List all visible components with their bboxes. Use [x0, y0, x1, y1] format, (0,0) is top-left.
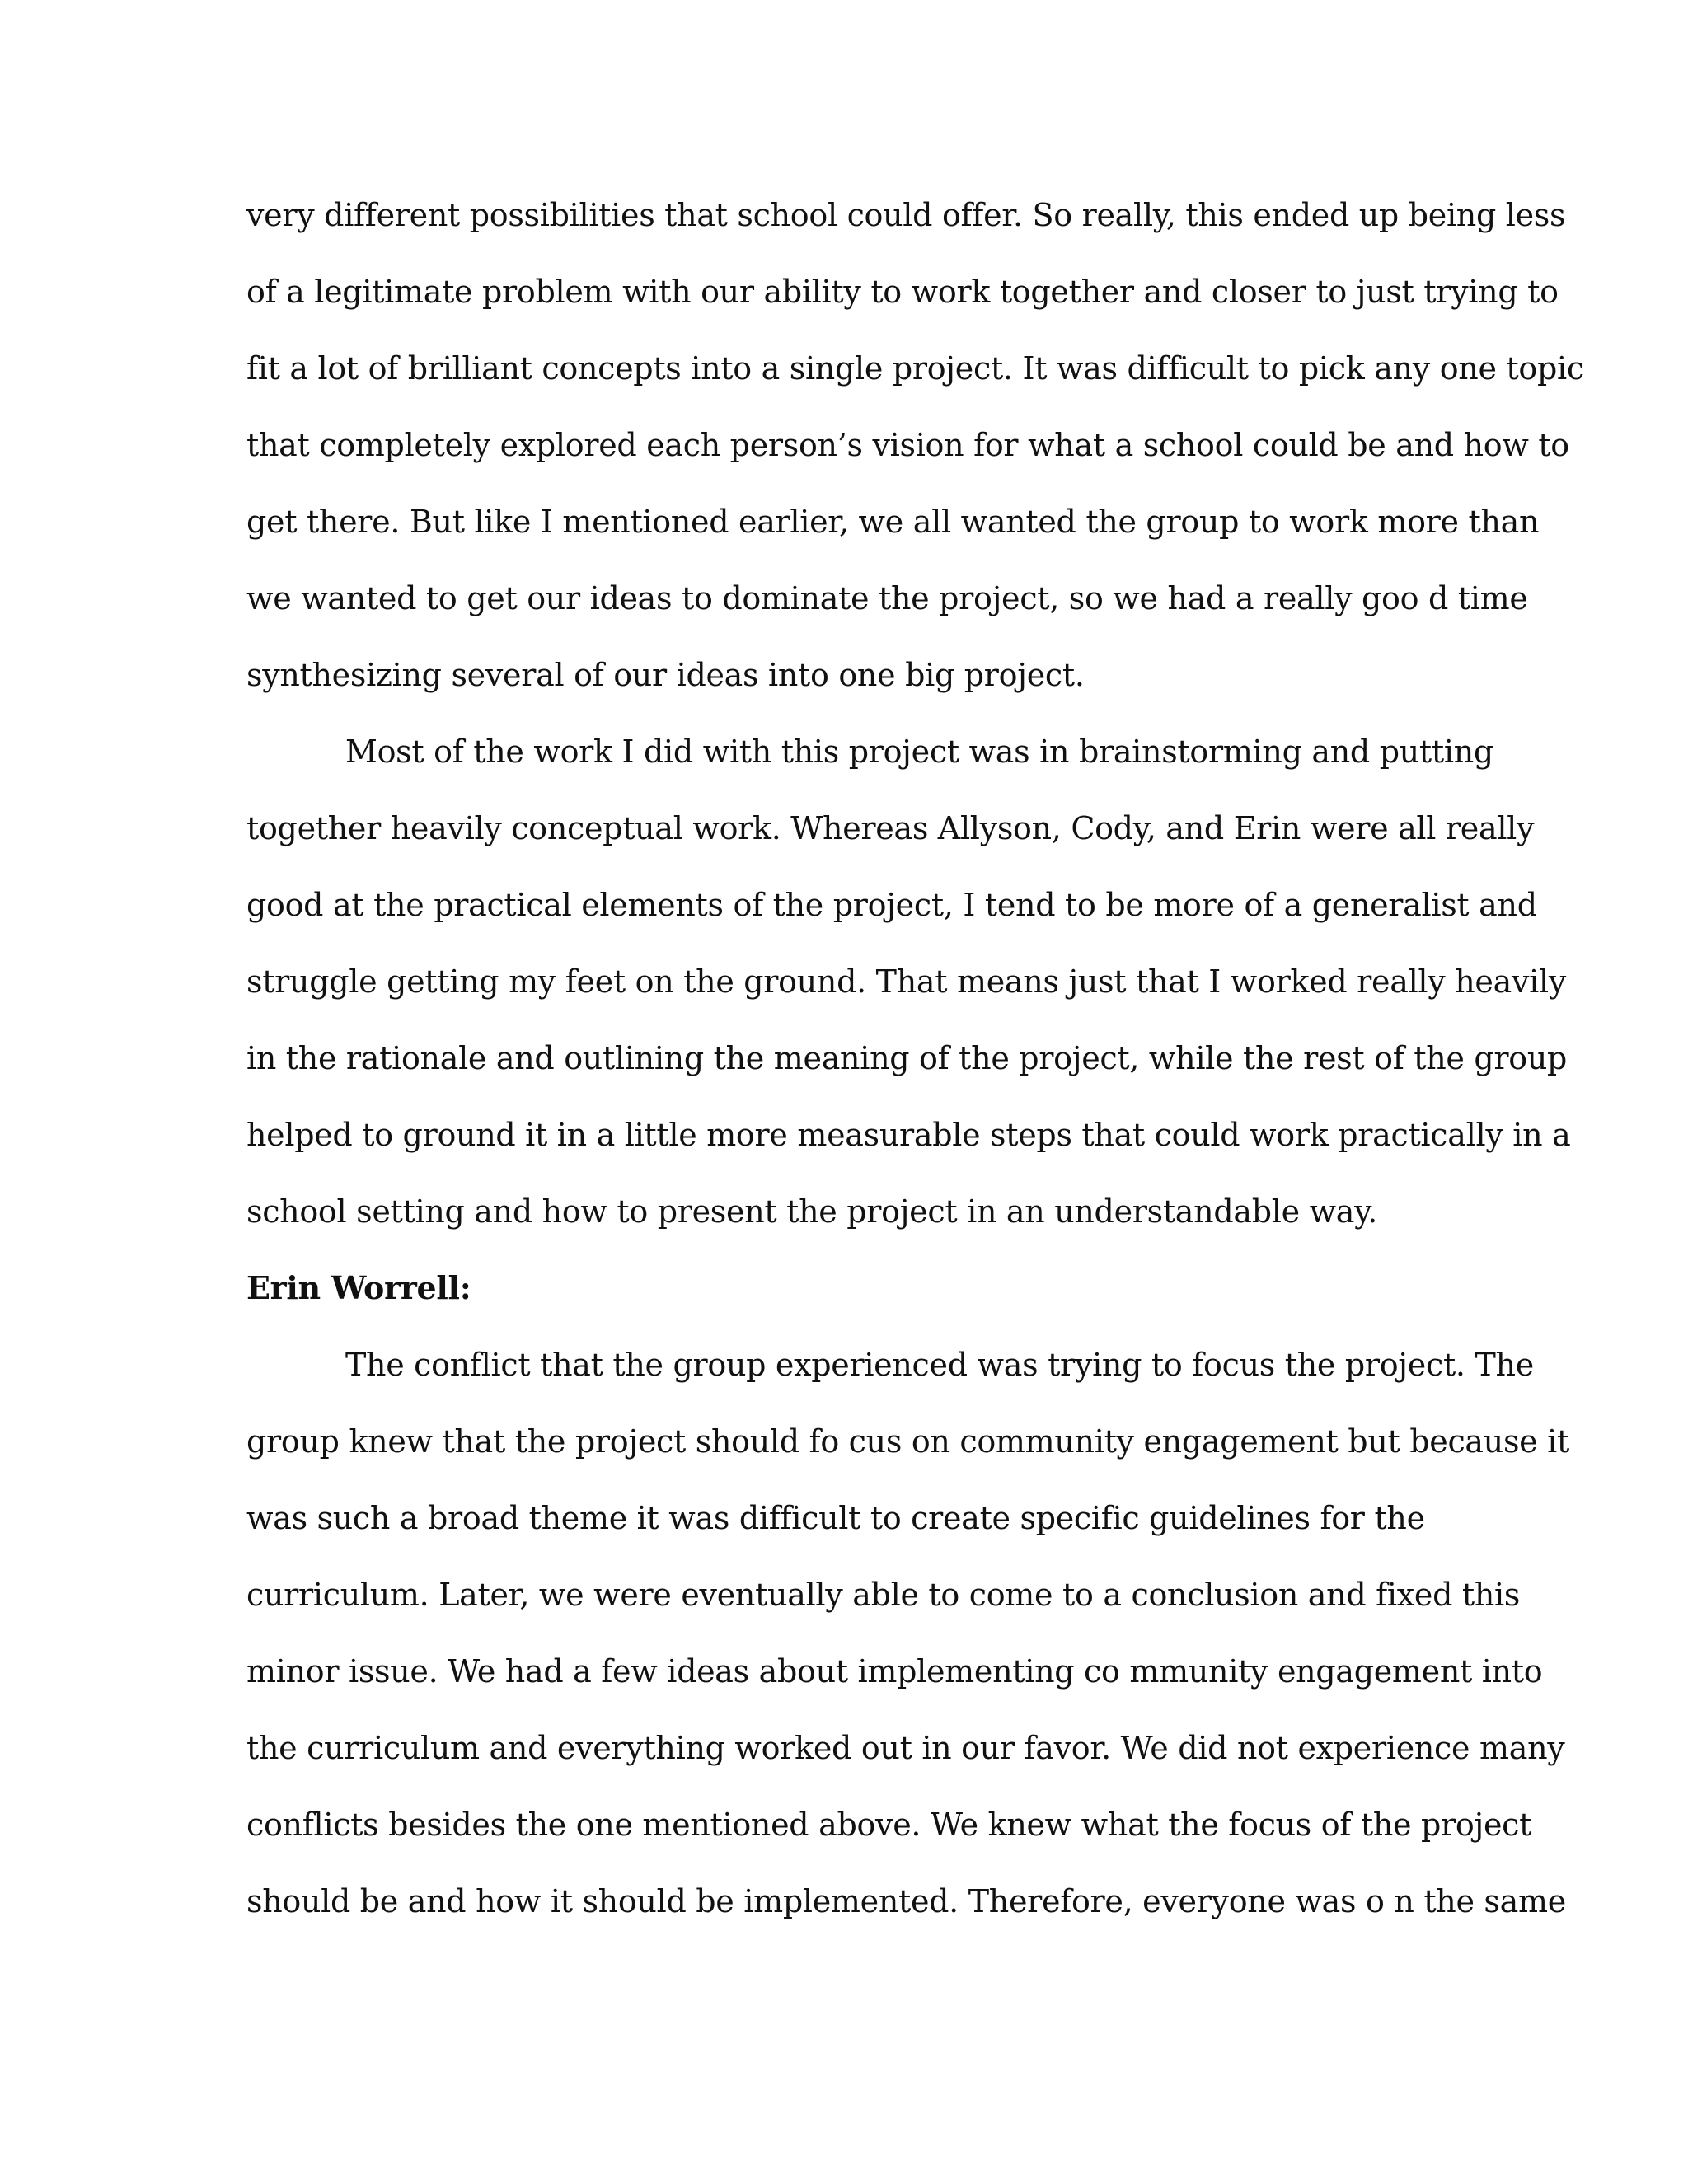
text-line: conflicts besides the one mentioned above. We knew what the focus of the project — [246, 1807, 1532, 1843]
text-line: very different possibilities that school could offer. So really, this ended up being less — [246, 197, 1566, 233]
text-line: struggle getting my feet on the ground. That means just that I worked really heavily — [246, 963, 1566, 1000]
text-line: helped to ground it in a little more measurable steps that could work practically in a — [246, 1117, 1571, 1153]
text-line: of a legitimate problem with our ability to work together and closer to just trying to — [246, 274, 1559, 310]
text-line: Most of the work I did with this project was in brainstorming and putting — [345, 733, 1493, 770]
text-line: school setting and how to present the project in an understandable way. — [246, 1193, 1378, 1230]
text-line: that completely explored each person’s vision for what a school could be and how to — [246, 427, 1569, 463]
text-line: we wanted to get our ideas to dominate the project, so we had a really goo d time — [246, 580, 1528, 616]
text-line: group knew that the project should fo cus on community engagement but because it — [246, 1423, 1569, 1460]
text-line: minor issue. We had a few ideas about implementing co mmunity engagement into — [246, 1653, 1543, 1690]
text-line: fit a lot of brilliant concepts into a single project. It was difficult to pick any one topic — [246, 350, 1584, 387]
text-line: synthesizing several of our ideas into one big project. — [246, 657, 1085, 693]
section-heading: Erin Worrell: — [246, 1269, 471, 1306]
text-line: should be and how it should be implemented. Therefore, everyone was o n the same — [246, 1883, 1566, 1919]
text-line: good at the practical elements of the project, I tend to be more of a generalist and — [246, 887, 1537, 923]
text-line: in the rationale and outlining the meaning of the project, while the rest of the group — [246, 1040, 1568, 1076]
text-line: together heavily conceptual work. Whereas Allyson, Cody, and Erin were all really — [246, 810, 1535, 846]
text-line: The conflict that the group experienced was trying to focus the project. The — [345, 1347, 1534, 1383]
text-line: get there. But like I mentioned earlier, we all wanted the group to work more than — [246, 504, 1540, 540]
text-line: was such a broad theme it was difficult to create specific guidelines for the — [246, 1500, 1425, 1536]
text-line: the curriculum and everything worked out in our favor. We did not experience many — [246, 1730, 1565, 1766]
text-line: curriculum. Later, we were eventually able to come to a conclusion and fixed this — [246, 1577, 1521, 1613]
